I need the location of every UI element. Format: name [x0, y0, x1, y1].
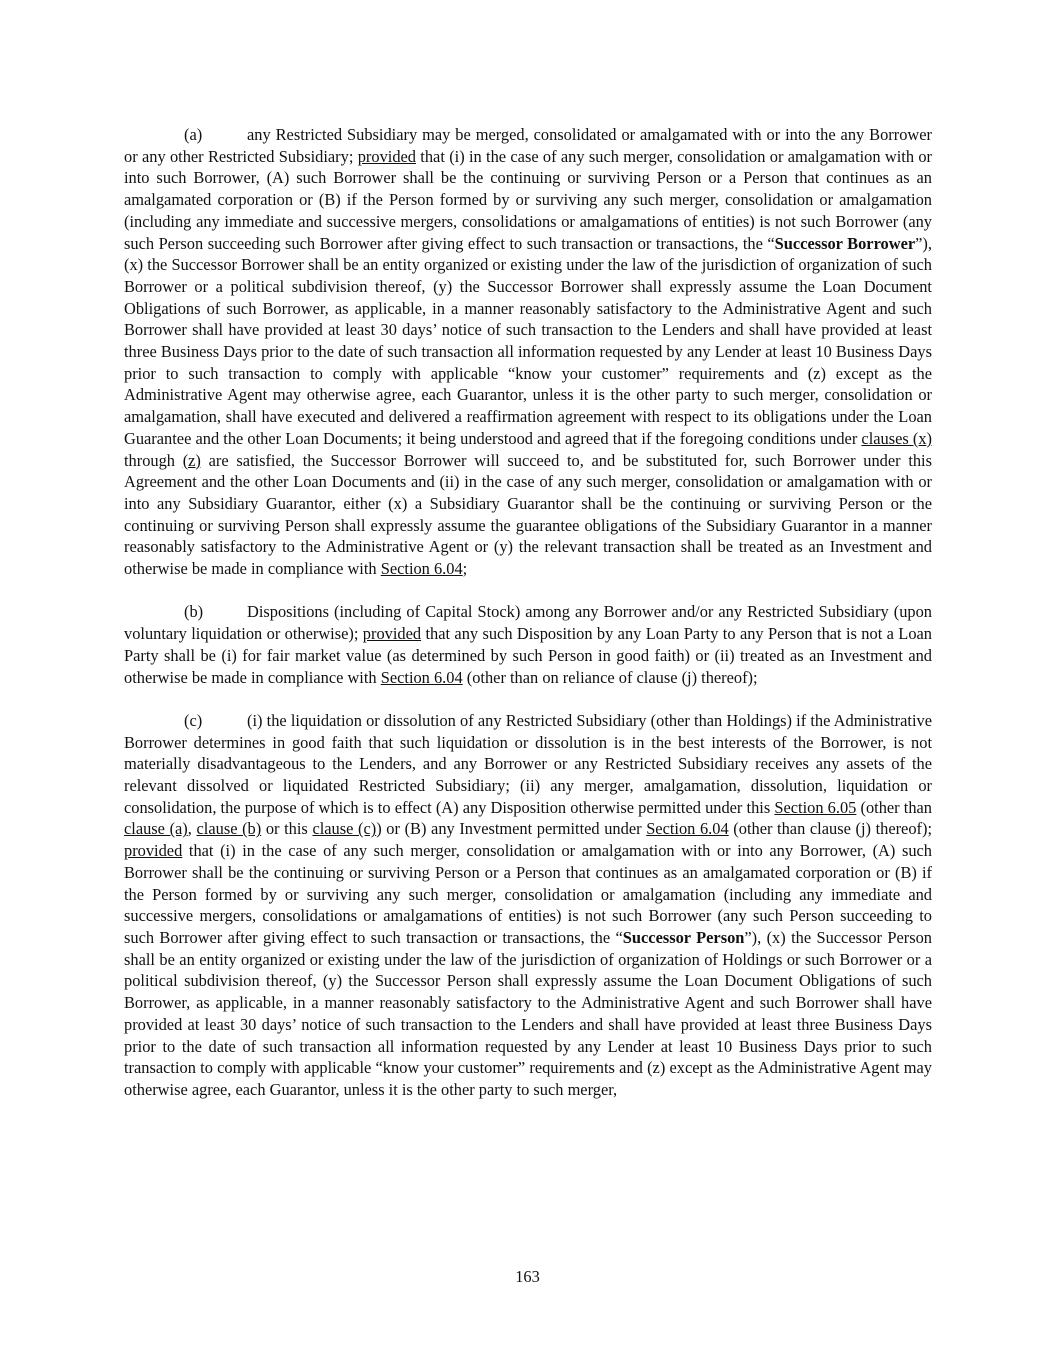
paragraph-text: are satisfied, the Successor Borrower will succeed to, and be substituted for, such Borrower under this Agreement and the other Loan Documents and (ii) in the case of any such merger, consolidation or amalgamation with or into any Subsidiary Guarantor, either (x) a Subsidiary Guarantor shall be the continuing or surviving Person or the continuing or surviving Person shall expressly assume the guarantee obligations of the Subsidiary Guarantor in a manner reasonably satisfactory to the Administrative Agent or (y) the relevant transaction shall be treated as an Investment and otherwise be made in compliance with: [124, 450, 932, 579]
defined-term-successor-borrower: Successor Borrower: [774, 233, 916, 253]
clause-reference: clause (b): [196, 819, 262, 839]
provided-term: provided: [362, 624, 422, 644]
paragraph-text: through: [124, 450, 183, 470]
paragraph-label: (c): [184, 710, 203, 730]
section-reference: Section 6.04: [646, 819, 729, 839]
defined-term-successor-person: Successor Person: [622, 927, 745, 947]
paragraph-c: [124, 710, 932, 1101]
paragraph-b: [124, 601, 932, 688]
section-reference: Section 6.05: [774, 797, 857, 817]
section-reference: Section 6.04: [380, 559, 463, 579]
paragraph-text: ;: [462, 559, 468, 579]
paragraph-label: (b): [184, 602, 204, 622]
clause-reference: clauses (x): [861, 428, 932, 448]
paragraph-text: (other than: [856, 797, 932, 817]
clause-reference: (z): [182, 450, 201, 470]
paragraph-text: that (i) in the case of any such merger, consolidation or amalgamation with or into such Borrower, (A) such Borrower shall be the continuing or surviving Person or a Person that continues as an amalgamated corporation or (B) if the Person formed by or surviving any such merger, consolidation or amalgamation (including any immediate and successive mergers, consolidations or amalgamations of entities) is not such Borrower (any such Person succeeding such Borrower after giving effect to such transaction or transactions, the “: [124, 146, 933, 253]
paragraph-text: ) or (B) any Investment permitted under: [376, 819, 647, 839]
clause-reference: clause (c): [312, 819, 377, 839]
paragraph-text: any Restricted Subsidiary may be merged, consolidated or amalgamated with or into the any Borrower or any other Restricted Subsidiary;: [124, 125, 932, 166]
paragraph-text: that any such Disposition by any Loan Party to any Person that is not a Loan Party shall be (i) for fair market value (as determined by such Person in good faith) or (ii) treated as an Investment and otherwise be made in compliance with: [124, 624, 932, 687]
paragraph-text: that (i) in the case of any such merger, consolidation or amalgamation with or into any Borrower, (A) such Borrower shall be the continuing or surviving Person or a Person that continues as an amalgamated corporation or (B) if the Person formed by or surviving any such merger, consolidation or amalgamation (including any immediate and successive mergers, consolidations or amalgamations of entities) is not such Borrower (any such Person succeeding to such Borrower after giving effect to such transaction or transactions, the “: [124, 841, 932, 947]
paragraph-text: Dispositions (including of Capital Stock) among any Borrower and/or any Restricted Subsidiary (upon voluntary liquidation or otherwise);: [124, 602, 932, 644]
clause-reference: clause (a): [124, 819, 188, 839]
paragraph-text: ”), (x) the Successor Person shall be an entity organized or existing under the law of the jurisdiction of organization of Holdings or such Borrower or a political subdivision thereof, (y) the Successor Person shall expressly assume the Loan Document Obligations of such Borrower, as applicable, in a manner reasonably satisfactory to the Administrative Agent and such Borrower shall have provided at least 30 days’ notice of such transaction to the Lenders and shall have provided at least three Business Days prior to the date of such transaction all information requested by any Lender at least 10 Business Days prior to such transaction to comply with applicable “know your customer” requirements and (z) except as the Administrative Agent may otherwise agree, each Guarantor, unless it is the other party to such merger,: [124, 927, 932, 1099]
paragraph-text: (i) the liquidation or dissolution of any Restricted Subsidiary (other than Holdings) if the Administrative Borrower determines in good faith that such liquidation or dissolution is in the best interests of the Borrower, is not materially disadvantageous to the Lenders, and any Borrower or any Restricted Subsidiary receives any assets of the relevant dissolved or liquidated Restricted Subsidiary; (ii) any merger, amalgamation, dissolution, liquidation or consolidation, the purpose of which is to effect (A) any Disposition otherwise permitted under this: [124, 710, 932, 817]
section-reference: Section 6.04: [380, 667, 463, 687]
paragraph-text: ,: [187, 819, 197, 839]
paragraph-text: (other than clause (j) thereof);: [728, 819, 932, 839]
provided-term: provided: [124, 841, 183, 861]
page-number: 163: [515, 1267, 540, 1286]
document-page: [124, 124, 932, 1122]
paragraph-text: (other than on reliance of clause (j) thereof);: [462, 667, 758, 687]
paragraph-text: ”), (x) the Successor Borrower shall be an entity organized or existing under the law of the jurisdiction of organization of such Borrower or a political subdivision thereof, (y) the Successor Borrower shall expressly assume the Loan Document Obligations of such Borrower, as applicable, in a manner reasonably satisfactory to the Administrative Agent and such Borrower shall have provided at least 30 days’ notice of such transaction to the Lenders and shall have provided at least three Business Days prior to the date of such transaction all information requested by any Lender at least 10 Business Days prior to such transaction to comply with applicable “know your customer” requirements and (z) except as the Administrative Agent may otherwise agree, each Guarantor, unless it is the other party to such merger, consolidation or amalgamation, shall have executed and delivered a reaffirmation agreement with respect to its obligations under the Loan Guarantee and the other Loan Documents; it being understood and agreed that if the foregoing conditions under: [124, 233, 932, 448]
paragraph-a: [124, 124, 932, 580]
paragraph-text: or this: [261, 819, 313, 839]
provided-term: provided: [357, 146, 416, 166]
paragraph-label: (a): [184, 125, 203, 144]
